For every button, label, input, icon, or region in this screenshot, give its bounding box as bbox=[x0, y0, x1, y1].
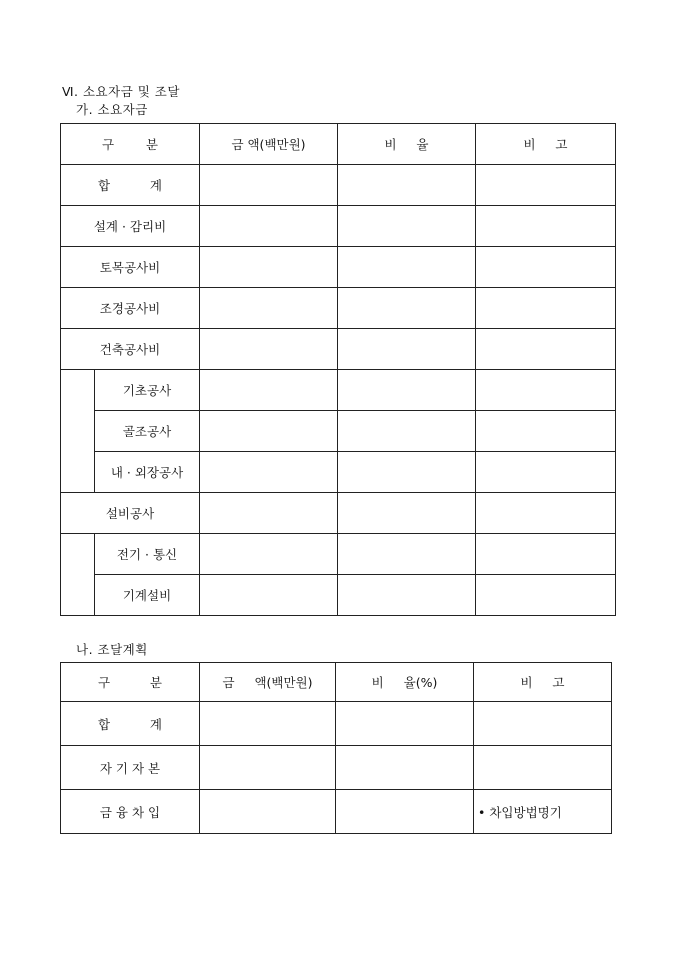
row-label-building: 건축공사비 bbox=[61, 329, 200, 370]
table-row bbox=[61, 790, 612, 834]
row-label-frame: 골조공사 bbox=[95, 411, 200, 452]
row-label-electric: 전기 · 통신 bbox=[95, 534, 200, 575]
cell-ratio[interactable] bbox=[338, 370, 476, 411]
cell-ratio[interactable] bbox=[336, 702, 474, 746]
row-label-equipment: 설비공사 bbox=[61, 493, 200, 534]
funding-requirements-table bbox=[60, 123, 616, 616]
table-row bbox=[61, 329, 616, 370]
cell-remarks[interactable] bbox=[476, 206, 616, 247]
row-label-civil: 토목공사비 bbox=[61, 247, 200, 288]
part-b-title: 나. 조달계획 bbox=[76, 642, 148, 657]
cell-ratio[interactable] bbox=[338, 165, 476, 206]
header-ratio: 비 율 bbox=[338, 124, 476, 165]
table-header-row bbox=[61, 124, 616, 165]
cell-ratio[interactable] bbox=[338, 575, 476, 616]
cell-amount[interactable] bbox=[200, 288, 338, 329]
table-row bbox=[61, 411, 616, 452]
header-ratio: 비 율(%) bbox=[336, 663, 474, 702]
row-label-mechanical: 기계설비 bbox=[95, 575, 200, 616]
cell-amount[interactable] bbox=[200, 165, 338, 206]
row-label-loan: 금 융 차 입 bbox=[61, 790, 200, 834]
header-category: 구 분 bbox=[61, 124, 200, 165]
cell-amount[interactable] bbox=[200, 329, 338, 370]
row-label-total: 합 계 bbox=[61, 165, 200, 206]
cell-remarks[interactable] bbox=[476, 411, 616, 452]
section-title: Ⅵ. 소요자금 및 조달 bbox=[62, 84, 180, 99]
cell-remarks[interactable] bbox=[476, 534, 616, 575]
cell-remarks[interactable] bbox=[476, 493, 616, 534]
cell-ratio[interactable] bbox=[338, 411, 476, 452]
row-label-total: 합 계 bbox=[61, 702, 200, 746]
cell-ratio[interactable] bbox=[338, 452, 476, 493]
table-row bbox=[61, 206, 616, 247]
cell-ratio[interactable] bbox=[338, 206, 476, 247]
table-row bbox=[61, 575, 616, 616]
cell-ratio[interactable] bbox=[336, 746, 474, 790]
cell-ratio[interactable] bbox=[338, 288, 476, 329]
cell-remarks[interactable] bbox=[476, 452, 616, 493]
header-amount: 금 액(백만원) bbox=[200, 124, 338, 165]
part-a-title: 가. 소요자금 bbox=[76, 102, 148, 117]
cell-remarks[interactable] bbox=[476, 288, 616, 329]
cell-remarks[interactable] bbox=[476, 370, 616, 411]
cell-amount[interactable] bbox=[200, 247, 338, 288]
cell-amount[interactable] bbox=[200, 411, 338, 452]
table-row bbox=[61, 370, 616, 411]
cell-remarks[interactable] bbox=[476, 575, 616, 616]
table-row bbox=[61, 452, 616, 493]
cell-ratio[interactable] bbox=[338, 329, 476, 370]
header-category: 구 분 bbox=[61, 663, 200, 702]
loan-method-note[interactable]: • 차입방법명기 bbox=[474, 790, 612, 834]
cell-remarks[interactable] bbox=[476, 247, 616, 288]
cell-remarks[interactable] bbox=[476, 329, 616, 370]
table-row bbox=[61, 702, 612, 746]
cell-amount[interactable] bbox=[200, 790, 336, 834]
cell-amount[interactable] bbox=[200, 370, 338, 411]
row-label-own-capital: 자 기 자 본 bbox=[61, 746, 200, 790]
indent-spacer bbox=[61, 534, 95, 616]
header-amount: 금 액(백만원) bbox=[200, 663, 336, 702]
cell-remarks[interactable] bbox=[476, 165, 616, 206]
cell-amount[interactable] bbox=[200, 206, 338, 247]
table-header-row bbox=[61, 663, 612, 702]
cell-amount[interactable] bbox=[200, 746, 336, 790]
cell-ratio[interactable] bbox=[338, 247, 476, 288]
table-row bbox=[61, 534, 616, 575]
table-row bbox=[61, 493, 616, 534]
cell-amount[interactable] bbox=[200, 702, 336, 746]
table-row bbox=[61, 165, 616, 206]
row-label-foundation: 기초공사 bbox=[95, 370, 200, 411]
cell-ratio[interactable] bbox=[338, 493, 476, 534]
header-remarks: 비 고 bbox=[476, 124, 616, 165]
cell-ratio[interactable] bbox=[338, 534, 476, 575]
cell-amount[interactable] bbox=[200, 452, 338, 493]
cell-amount[interactable] bbox=[200, 575, 338, 616]
row-label-landscape: 조경공사비 bbox=[61, 288, 200, 329]
funding-plan-table bbox=[60, 662, 612, 834]
cell-amount[interactable] bbox=[200, 493, 338, 534]
table-row bbox=[61, 746, 612, 790]
cell-ratio[interactable] bbox=[336, 790, 474, 834]
cell-remarks[interactable] bbox=[474, 702, 612, 746]
header-remarks: 비 고 bbox=[474, 663, 612, 702]
indent-spacer bbox=[61, 370, 95, 493]
table-row bbox=[61, 247, 616, 288]
table-row bbox=[61, 288, 616, 329]
cell-amount[interactable] bbox=[200, 534, 338, 575]
row-label-interior: 내 · 외장공사 bbox=[95, 452, 200, 493]
cell-remarks[interactable] bbox=[474, 746, 612, 790]
row-label-design: 설계 · 감리비 bbox=[61, 206, 200, 247]
